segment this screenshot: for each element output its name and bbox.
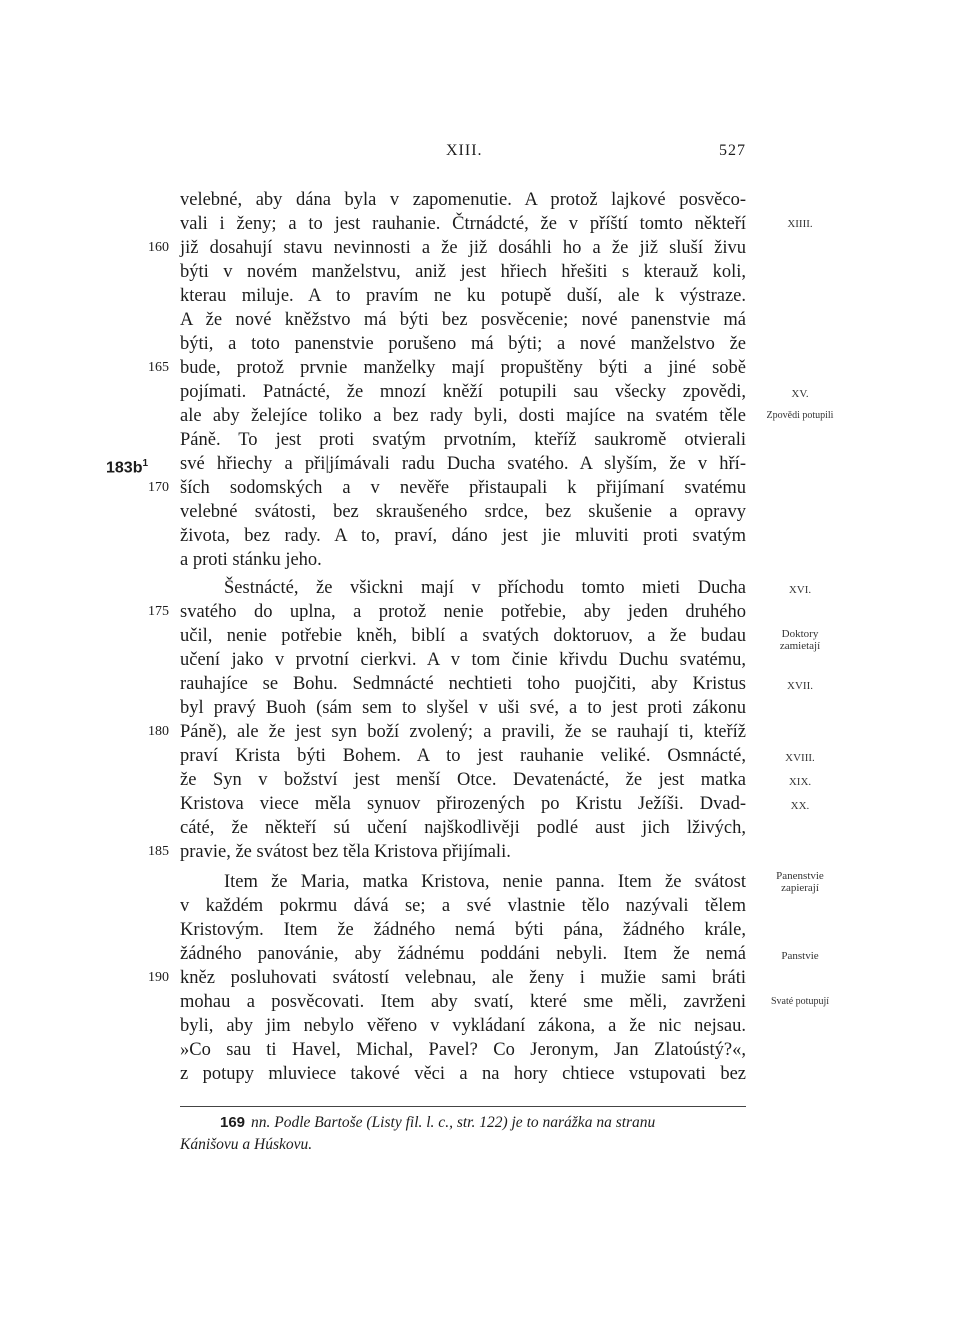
text-line: velebné, aby dána byla v zapomenutie. A protož lajkové posvěco- <box>180 190 746 210</box>
margin-note: XV. <box>791 388 809 400</box>
margin-note: Panenstvie <box>776 870 824 882</box>
text-line: A že nové kněžstvo má býti bez posvěcenie; nové panenstvie má <box>180 310 746 330</box>
text-line: a proti stánku jeho. <box>180 550 322 570</box>
text-line: kněz posluhovati svátostí velebnau, ale ženy i mužie sami bráti <box>180 968 746 988</box>
text-line: ších sodomských a v nevěře přistaupali k přijímaní svatému <box>180 478 746 498</box>
line-number: 170 <box>148 480 169 495</box>
line-number: 185 <box>148 844 169 859</box>
text-line: z potupy mluviece takové věci a na hory chtiece vstupovati bez <box>180 1064 746 1084</box>
folio-marker <box>106 452 148 480</box>
footnote-line: Kánišovu a Húskovu. <box>180 1136 313 1153</box>
text-line: »Co sau ti Havel, Michal, Pavel? Co Jeronym, Jan Zlatoústý?«, <box>180 1040 746 1060</box>
text-line: pojímati. Patnácté, že mnozí kněží potupili sau všecky zpovědi, <box>180 382 746 402</box>
folio-superscript: 1 <box>142 458 149 469</box>
text-line: žádného panovánie, aby žádnému poddáni nebyli. Item že nemá <box>180 944 746 964</box>
text-line: praví Krista býti Bohem. A to jest rauhanie veliké. Osmnácté, <box>180 746 746 766</box>
text-line: již dosahují stavu nevinnosti a že již dosáhli ho a že již sluší živu <box>180 238 746 258</box>
chapter-number: XIII. <box>446 142 483 159</box>
text-line: Páně. To jest proti svatým prvotním, kteříž saukromě otvierali <box>180 430 746 450</box>
folio-label: 183b <box>106 459 143 477</box>
margin-note: Zpovědi potupili <box>766 410 834 421</box>
footnote-line <box>220 1112 746 1134</box>
line-number: 190 <box>148 970 169 985</box>
text-line: býti, a toto panenstvie porušeno má býti; a nové manželstvo že <box>180 334 746 354</box>
line-number: 180 <box>148 724 169 739</box>
text-line: pravie, že svátost bez těla Kristova přijímali. <box>180 842 511 862</box>
margin-note: XVI. <box>788 584 812 596</box>
margin-note: Svaté potupují <box>770 996 830 1007</box>
text-line: Item že Maria, matka Kristova, nenie panna. Item že svátost <box>224 872 746 892</box>
line-number: 175 <box>148 604 169 619</box>
margin-note: zamietají <box>779 640 821 652</box>
footnote-rule <box>180 1106 746 1107</box>
text-line: velebné svátosti, bez skraušeného srdce, bez skušenie a opravy <box>180 502 746 522</box>
text-line: Šestnácté, že všickni mají v příchodu tomto mieti Ducha <box>224 578 746 598</box>
text-line: Kristova viece měla synuov přirozených po Kristu Ježíši. Dvad- <box>180 794 746 814</box>
text-line: kterau miluje. A to pravím ne ku potupě duší, ale k výstraze. <box>180 286 746 306</box>
line-number: 165 <box>148 360 169 375</box>
text-line: učil, nenie potřebie kněh, biblí a svatých doktoruov, a že budau <box>180 626 746 646</box>
text-line: byli, aby jim nebylo věřeno v vykládaní zákona, a že nic nejsau. <box>180 1016 746 1036</box>
text-line: vali i ženy; a to jest rauhanie. Čtrnádcté, že v příští tomto někteří <box>180 214 746 234</box>
text-line: své hřiechy a při|jímávali radu Ducha svatého. A slyším, že v hří- <box>180 454 746 474</box>
text-line: života, bez rady. A to, praví, dáno jest jie mluviti proti svatým <box>180 526 746 546</box>
text-line: Kristovým. Item že žádného nemá býti pána, žádného krále, <box>180 920 746 940</box>
text-line: býti v novém manželstvu, aniž jest hřiech hřešiti s kterauž koli, <box>180 262 746 282</box>
text-line: bude, protož prvnie manželky mají propuštěny býti a jiné sobě <box>180 358 746 378</box>
text-line: cáté, že někteří sú učení najškodlivěji podlé aust jich lživých, <box>180 818 746 838</box>
text-line: ale aby želejíce toliko a bez rady byli, dosti majíce na svatém těle <box>180 406 746 426</box>
margin-note: XIIII. <box>787 218 813 230</box>
text-line: učení jako v prvotní cierkvi. A v tom činie křivdu Duchu svatému, <box>180 650 746 670</box>
margin-note: XVIII. <box>785 752 815 764</box>
margin-note: zapierají <box>781 882 819 894</box>
footnote-number: 169 <box>220 1114 246 1131</box>
margin-note: XX. <box>790 800 810 812</box>
margin-note: Doktory <box>781 628 819 640</box>
text-line: svatého do uplna, a protož nenie potřebie, aby jeden druhého <box>180 602 746 622</box>
text-line: Páně), ale že jest syn boží zvolený; a pravili, že se rauhají ti, kteříž <box>180 722 746 742</box>
running-header <box>180 142 746 166</box>
text-line: rauhajíce se Bohu. Sedmnácté nechtieti toho puojčiti, aby Kristus <box>180 674 746 694</box>
text-line: byl pravý Buoh (sám sem to slyšel v uši své, a to jest proti zákonu <box>180 698 746 718</box>
line-number: 160 <box>148 240 169 255</box>
margin-note: XVII. <box>787 680 813 692</box>
footnote-text: nn. Podle Bartoše (Listy fil. l. c., str. 122) je to narážka na stranu <box>251 1114 656 1131</box>
text-line: v každém pokrmu dává se; a své vlastnie tělo nazývali tělem <box>180 896 746 916</box>
margin-note: XIX. <box>788 776 812 788</box>
text-line: že Syn v božství jest menší Otce. Devatenácté, že jest matka <box>180 770 746 790</box>
margin-note: Panstvie <box>781 950 819 962</box>
page-number: 527 <box>719 142 746 159</box>
text-line: mohau a posvěcovati. Item aby svatí, které sme měli, zavrženi <box>180 992 746 1012</box>
